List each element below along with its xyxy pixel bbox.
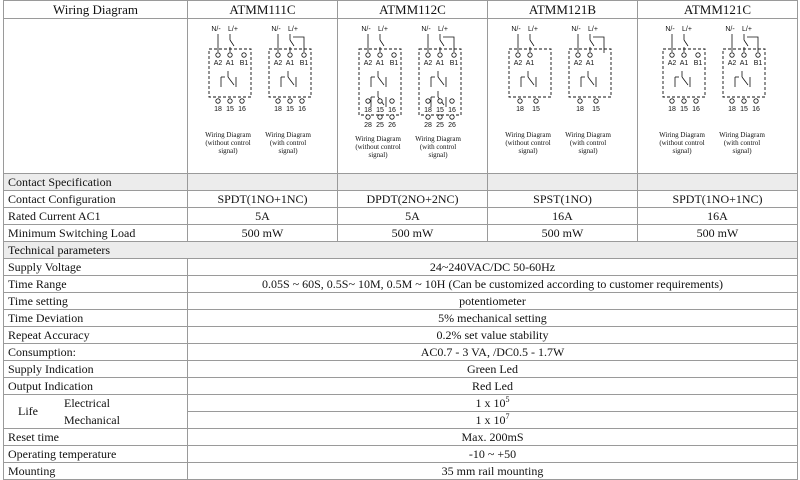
terminal-symbol — [288, 99, 292, 103]
live-label: L/+ — [378, 26, 388, 33]
table-row — [4, 446, 798, 463]
wiring-unit-with-control — [719, 26, 765, 155]
terminal-symbol — [534, 99, 538, 103]
pin-26: 26 — [448, 122, 456, 129]
header-row — [4, 1, 798, 19]
caption-line: Wiring Diagram — [355, 135, 401, 143]
caption-line: signal) — [428, 151, 448, 159]
section-row — [4, 242, 798, 259]
row-label: Supply Indication — [4, 361, 188, 378]
wiring-unit-no-control — [505, 26, 551, 155]
cell-value: 5A — [338, 208, 488, 225]
pin-26: 26 — [388, 122, 396, 129]
neutral-label: N/- — [421, 26, 431, 33]
table-row-life-electrical — [4, 395, 798, 412]
caption-line: (without control — [505, 139, 551, 147]
control-line — [293, 37, 304, 52]
pin-16: 16 — [448, 107, 456, 114]
row-label: Minimum Switching Load — [4, 225, 188, 242]
cell-value: 16A — [488, 208, 638, 225]
terminal-symbol — [438, 115, 442, 119]
pin-18: 18 — [274, 106, 282, 113]
terminal-label-a2: A2 — [273, 60, 283, 67]
terminal-label-b1: B1 — [693, 60, 703, 67]
header-model: ATMM112C — [338, 1, 488, 19]
caption-line: Wiring Diagram — [565, 131, 611, 139]
life-mechanical-label: Mechanical — [64, 413, 120, 427]
terminal-symbol — [288, 53, 292, 57]
terminal-symbol — [516, 53, 520, 57]
caption-line: signal) — [732, 147, 752, 155]
live-label: L/+ — [228, 26, 238, 33]
caption-line: (without control — [205, 139, 251, 147]
row-label: Time setting — [4, 293, 188, 310]
row-label: Consumption: — [4, 344, 188, 361]
pin-15: 15 — [376, 107, 384, 114]
contact-blade — [588, 77, 594, 85]
section-contact-spec: Contact Specification — [4, 174, 188, 191]
pin-18: 18 — [516, 106, 524, 113]
row-label: Time Deviation — [4, 310, 188, 327]
terminal-label-a1: A1 — [285, 60, 295, 67]
terminal-label-a1: A1 — [525, 60, 535, 67]
row-label: Time Range — [4, 276, 188, 293]
wiring-diagram-graphic — [638, 19, 797, 169]
terminal-label-a2: A2 — [573, 60, 583, 67]
pin-15: 15 — [436, 107, 444, 114]
cell-value: 24~240VAC/DC 50-60Hz — [188, 259, 798, 276]
terminal-label-a1: A1 — [435, 60, 445, 67]
row-label: Rated Current AC1 — [4, 208, 188, 225]
live-label: L/+ — [438, 26, 448, 33]
terminal-label-a1: A1 — [679, 60, 689, 67]
terminal-symbol — [366, 53, 370, 57]
caption-line: signal) — [672, 147, 692, 155]
pin-18: 18 — [424, 107, 432, 114]
live-label: L/+ — [682, 26, 692, 33]
terminal-label-b1: B1 — [389, 60, 399, 67]
wiring-unit-no-control — [659, 26, 705, 155]
wiring-diagram-graphic — [188, 19, 337, 169]
contact-blade — [438, 77, 444, 85]
terminal-symbol — [390, 115, 394, 119]
control-line — [747, 37, 758, 52]
section-row — [4, 174, 798, 191]
wiring-diagram-atmm112c — [338, 19, 488, 174]
pin-16: 16 — [298, 106, 306, 113]
caption-line: Wiring Diagram — [265, 131, 311, 139]
terminal-label-a1: A1 — [225, 60, 235, 67]
switch-blade — [230, 40, 234, 46]
terminal-label-a1: A1 — [375, 60, 385, 67]
caption-line: (with control — [723, 139, 761, 147]
row-label: Mounting — [4, 463, 188, 480]
pin-15: 15 — [680, 106, 688, 113]
header-model: ATMM121C — [638, 1, 798, 19]
terminal-symbol — [696, 53, 700, 57]
contact-blade — [682, 77, 688, 85]
contact-blade — [288, 77, 294, 85]
caption-line: (without control — [659, 139, 705, 147]
wiring-unit-no-control — [205, 26, 251, 155]
pin-28: 28 — [364, 122, 372, 129]
terminal-symbol — [240, 99, 244, 103]
cell-value: 0.05S ~ 60S, 0.5S~ 10M, 0.5M ~ 10H (Can be customized according to customer requirements) — [188, 276, 798, 293]
terminal-symbol — [366, 115, 370, 119]
contact-blade — [528, 77, 534, 85]
terminal-label-b1: B1 — [753, 60, 763, 67]
wiring-unit-with-control — [265, 26, 311, 155]
wiring-diagram-atmm121c — [638, 19, 798, 174]
terminal-label-b1: B1 — [239, 60, 249, 67]
terminal-symbol — [742, 53, 746, 57]
terminal-symbol — [438, 99, 442, 103]
neutral-label: N/- — [211, 26, 221, 33]
table-row — [4, 293, 798, 310]
table-row — [4, 429, 798, 446]
relay-housing — [419, 49, 461, 115]
terminal-symbol — [730, 99, 734, 103]
terminal-label-a2: A2 — [423, 60, 433, 67]
neutral-label: N/- — [361, 26, 371, 33]
cell-value: 35 mm rail mounting — [188, 463, 798, 480]
pin-18: 18 — [576, 106, 584, 113]
switch-blade — [440, 40, 444, 46]
row-label: Repeat Accuracy — [4, 327, 188, 344]
row-label: Operating temperature — [4, 446, 188, 463]
live-label: L/+ — [528, 26, 538, 33]
terminal-symbol — [450, 99, 454, 103]
terminal-symbol — [682, 99, 686, 103]
wiring-diagram-graphic — [488, 19, 637, 169]
cell-value: 5% mechanical setting — [188, 310, 798, 327]
terminal-symbol — [730, 53, 734, 57]
cell-value: 0.2% set value stability — [188, 327, 798, 344]
terminal-symbol — [754, 99, 758, 103]
caption-line: (with control — [569, 139, 607, 147]
terminal-symbol — [452, 53, 456, 57]
row-label: Contact Configuration — [4, 191, 188, 208]
pin-15: 15 — [740, 106, 748, 113]
table-row — [4, 463, 798, 480]
live-label: L/+ — [588, 26, 598, 33]
wiring-unit-with-control — [565, 26, 611, 155]
terminal-label-b1: B1 — [299, 60, 309, 67]
cell-value: potentiometer — [188, 293, 798, 310]
contact-blade — [742, 77, 748, 85]
terminal-symbol — [576, 53, 580, 57]
pin-18: 18 — [668, 106, 676, 113]
caption-line: Wiring Diagram — [415, 135, 461, 143]
pin-15: 15 — [532, 106, 540, 113]
terminal-label-a2: A2 — [727, 60, 737, 67]
terminal-symbol — [438, 53, 442, 57]
terminal-symbol — [378, 99, 382, 103]
pin-15: 15 — [592, 106, 600, 113]
table-row — [4, 259, 798, 276]
terminal-symbol — [228, 99, 232, 103]
contact-blade — [228, 77, 234, 85]
relay-housing — [359, 49, 401, 115]
caption-line: signal) — [368, 151, 388, 159]
terminal-symbol — [578, 99, 582, 103]
caption-line: (with control — [419, 143, 457, 151]
switch-blade — [380, 40, 384, 46]
row-label: Reset time — [4, 429, 188, 446]
terminal-symbol — [242, 53, 246, 57]
diagram-row — [4, 19, 798, 174]
terminal-symbol — [426, 99, 430, 103]
life-electrical-label: Electrical — [64, 396, 110, 410]
table-row — [4, 327, 798, 344]
caption-line: (without control — [355, 143, 401, 151]
terminal-symbol — [276, 53, 280, 57]
terminal-label-b1: B1 — [449, 60, 459, 67]
terminal-symbol — [518, 99, 522, 103]
section-technical-params: Technical parameters — [4, 242, 798, 259]
cell-value: 500 mW — [338, 225, 488, 242]
terminal-symbol — [378, 53, 382, 57]
header-wiring-diagram: Wiring Diagram — [4, 1, 188, 19]
pin-18: 18 — [214, 106, 222, 113]
terminal-label-a1: A1 — [585, 60, 595, 67]
cell-value: Red Led — [188, 378, 798, 395]
control-line — [593, 37, 604, 53]
cell-value: 16A — [638, 208, 798, 225]
pin-28: 28 — [424, 122, 432, 129]
cell-value: DPDT(2NO+2NC) — [338, 191, 488, 208]
terminal-symbol — [670, 53, 674, 57]
caption-line: Wiring Diagram — [719, 131, 765, 139]
switch-blade — [684, 40, 688, 46]
cell-value: 5A — [188, 208, 338, 225]
row-label: Supply Voltage — [4, 259, 188, 276]
control-line — [443, 37, 454, 52]
pin-16: 16 — [388, 107, 396, 114]
terminal-symbol — [216, 99, 220, 103]
wiring-diagram-atmm111c — [188, 19, 338, 174]
cell-value: 500 mW — [488, 225, 638, 242]
terminal-symbol — [302, 53, 306, 57]
caption-line: signal) — [218, 147, 238, 155]
pin-25: 25 — [376, 122, 384, 129]
terminal-symbol — [366, 99, 370, 103]
table-row — [4, 361, 798, 378]
caption-line: signal) — [518, 147, 538, 155]
terminal-symbol — [426, 115, 430, 119]
life-electrical-value: 1 x $10^5$ — [188, 395, 798, 412]
terminal-symbol — [300, 99, 304, 103]
pin-15: 15 — [286, 106, 294, 113]
live-label: L/+ — [742, 26, 752, 33]
terminal-symbol — [390, 99, 394, 103]
caption-line: Wiring Diagram — [659, 131, 705, 139]
table-row — [4, 191, 798, 208]
table-row — [4, 208, 798, 225]
life-label-cell — [4, 395, 188, 429]
neutral-label: N/- — [511, 26, 521, 33]
pin-18: 18 — [728, 106, 736, 113]
table-row — [4, 225, 798, 242]
terminal-symbol — [682, 53, 686, 57]
life-mechanical-value: 1 x $10^7$ — [188, 412, 798, 429]
pin-16: 16 — [752, 106, 760, 113]
pin-15: 15 — [226, 106, 234, 113]
terminal-symbol — [694, 99, 698, 103]
pin-18: 18 — [364, 107, 372, 114]
contact-blade — [378, 77, 384, 85]
wiring-unit-no-control — [355, 26, 401, 159]
terminal-symbol — [228, 53, 232, 57]
terminal-symbol — [392, 53, 396, 57]
switch-blade — [590, 40, 594, 46]
caption-line: Wiring Diagram — [505, 131, 551, 139]
header-model: ATMM121B — [488, 1, 638, 19]
switch-blade — [744, 40, 748, 46]
terminal-symbol — [450, 115, 454, 119]
caption-line: signal) — [578, 147, 598, 155]
cell-value: SPST(1NO) — [488, 191, 638, 208]
terminal-symbol — [670, 99, 674, 103]
cell-value: -10 ~ +50 — [188, 446, 798, 463]
wiring-unit-with-control — [415, 26, 461, 159]
live-label: L/+ — [288, 26, 298, 33]
cell-value: SPDT(1NO+1NC) — [188, 191, 338, 208]
wiring-diagram-atmm121b — [488, 19, 638, 174]
terminal-label-a2: A2 — [513, 60, 523, 67]
neutral-label: N/- — [665, 26, 675, 33]
terminal-symbol — [742, 99, 746, 103]
wiring-diagram-graphic — [338, 19, 487, 169]
table-row — [4, 276, 798, 293]
terminal-label-a1: A1 — [739, 60, 749, 67]
cell-value: Max. 200mS — [188, 429, 798, 446]
caption-line: signal) — [278, 147, 298, 155]
terminal-symbol — [276, 99, 280, 103]
pin-25: 25 — [436, 122, 444, 129]
terminal-label-a2: A2 — [667, 60, 677, 67]
terminal-symbol — [426, 53, 430, 57]
pin-16: 16 — [238, 106, 246, 113]
caption-line: (with control — [269, 139, 307, 147]
cell-value: AC0.7 - 3 VA, /DC0.5 - 1.7W — [188, 344, 798, 361]
life-label: Life — [18, 404, 38, 418]
diagram-label-cell — [4, 19, 188, 174]
table-row — [4, 378, 798, 395]
spec-table — [3, 0, 798, 480]
terminal-symbol — [528, 53, 532, 57]
cell-value: Green Led — [188, 361, 798, 378]
terminal-symbol — [378, 115, 382, 119]
cell-value: SPDT(1NO+1NC) — [638, 191, 798, 208]
terminal-symbol — [594, 99, 598, 103]
neutral-label: N/- — [725, 26, 735, 33]
pin-16: 16 — [692, 106, 700, 113]
cell-value: 500 mW — [188, 225, 338, 242]
terminal-symbol — [216, 53, 220, 57]
switch-blade — [530, 40, 534, 46]
cell-value: 500 mW — [638, 225, 798, 242]
switch-blade — [290, 40, 294, 46]
terminal-label-a2: A2 — [213, 60, 223, 67]
table-row — [4, 344, 798, 361]
table-row — [4, 310, 798, 327]
row-label: Output Indication — [4, 378, 188, 395]
header-model: ATMM111C — [188, 1, 338, 19]
terminal-symbol — [756, 53, 760, 57]
terminal-symbol — [588, 53, 592, 57]
caption-line: Wiring Diagram — [205, 131, 251, 139]
neutral-label: N/- — [271, 26, 281, 33]
neutral-label: N/- — [571, 26, 581, 33]
terminal-label-a2: A2 — [363, 60, 373, 67]
